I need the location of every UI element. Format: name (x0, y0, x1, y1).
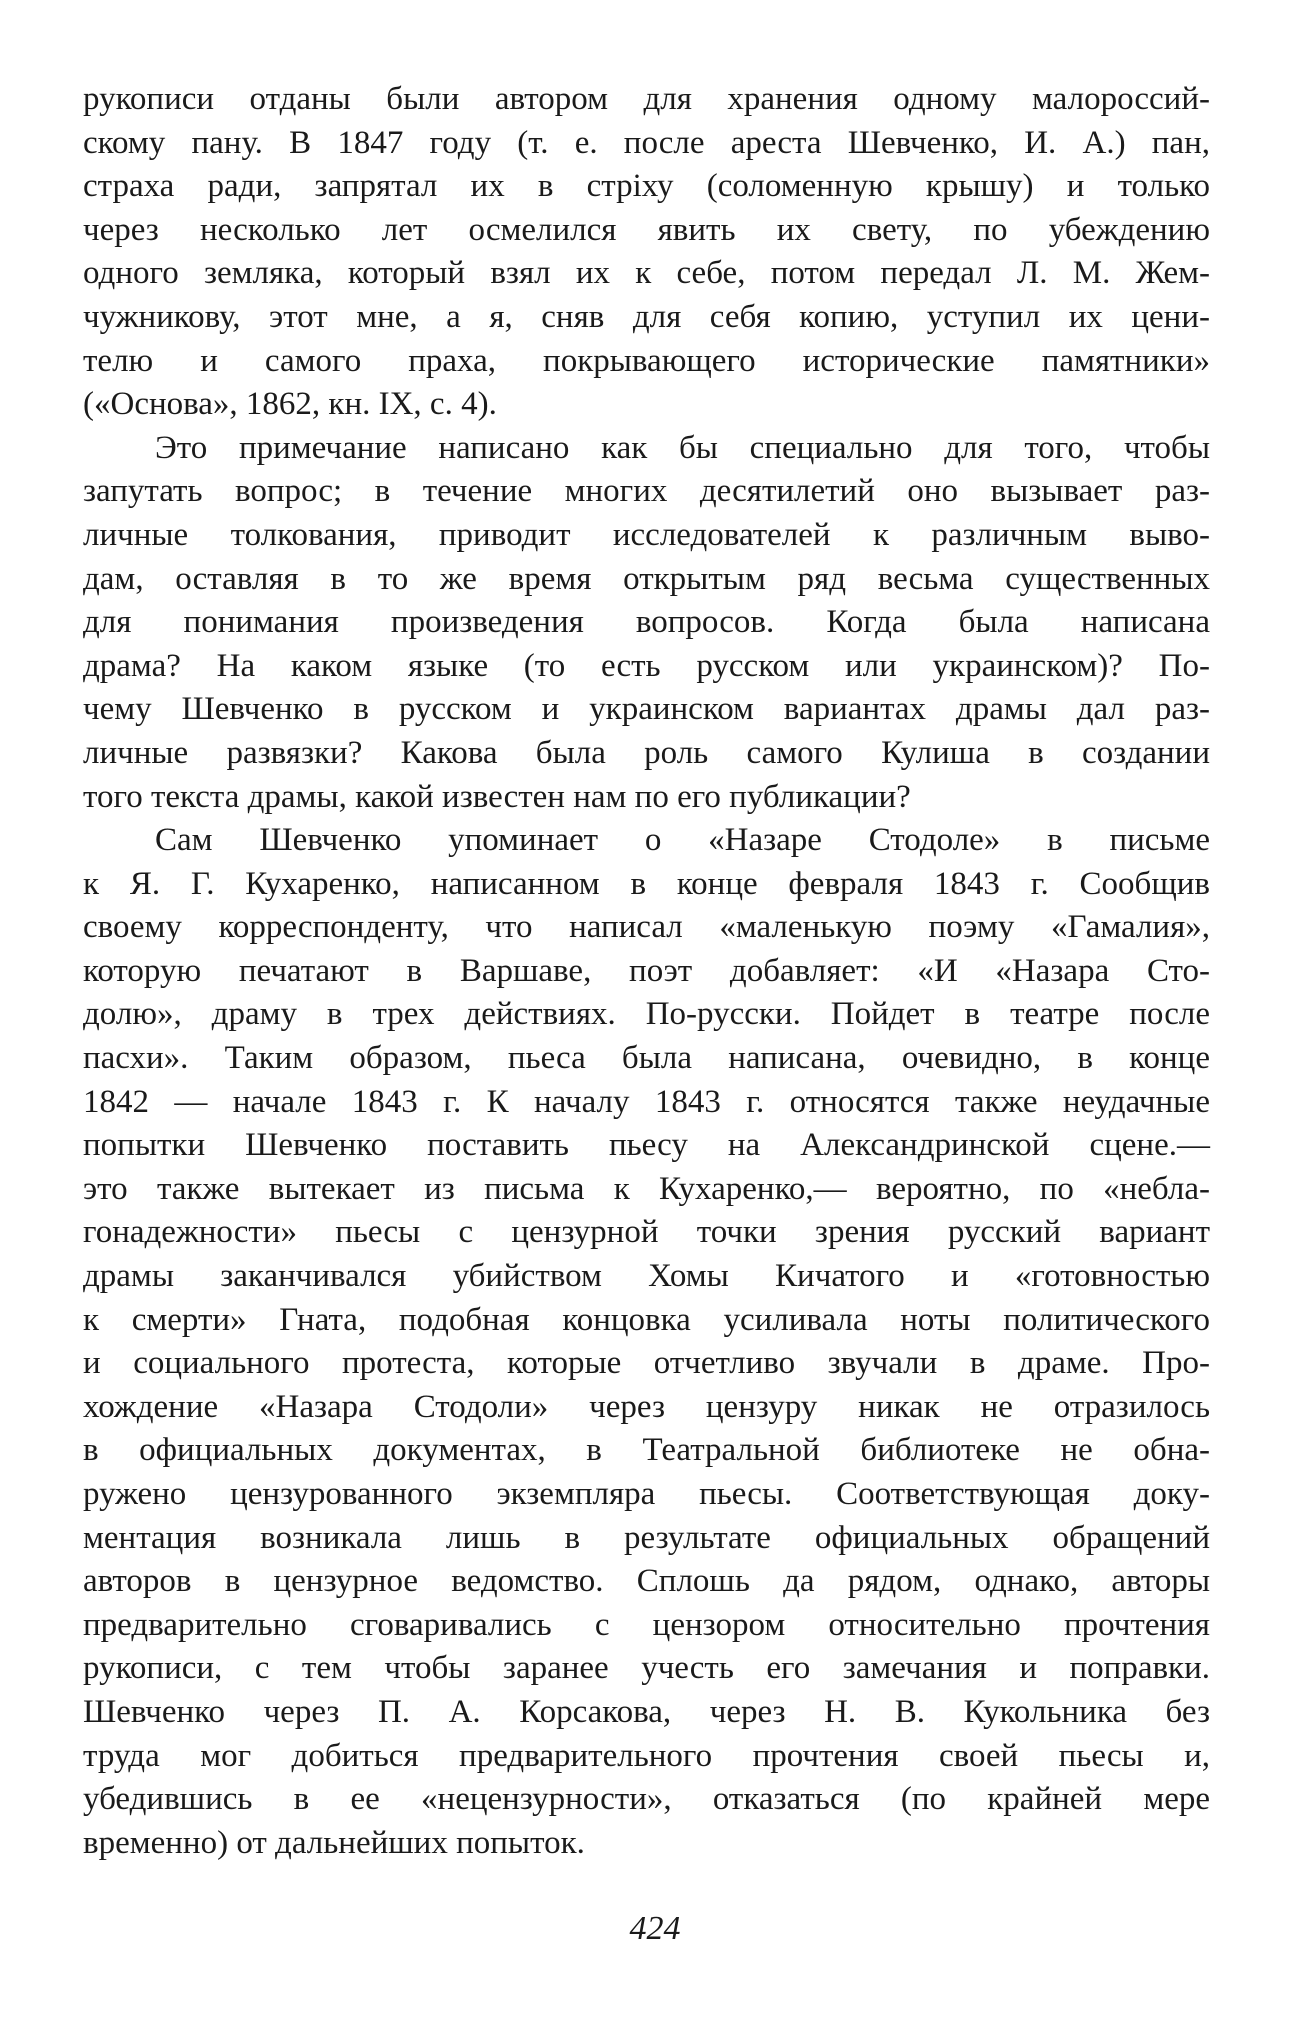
text-line: пасхи». Таким образом, пьеса была написана, очевидно, в конце (83, 1040, 1210, 1077)
text-line: чему Шевченко в русском и украинском вариантах драмы дал раз- (83, 691, 1210, 728)
text-line: труда мог добиться предварительного прочтения своей пьесы и, (83, 1737, 1210, 1774)
paragraph (83, 819, 1210, 1865)
text-line: через несколько лет осмелился явить их свету, по убеждению (83, 211, 1210, 248)
text-line: убедившись в ее «нецензурности», отказаться (по крайней мере (83, 1781, 1210, 1818)
text-line: Это примечание написано как бы специально для того, чтобы (155, 429, 1210, 466)
text-line: своему корреспонденту, что написал «маленькую поэму «Гамалия», (83, 909, 1210, 946)
text-line: временно) от дальнейших попыток. (83, 1824, 585, 1861)
paragraph (83, 427, 1210, 819)
text-line: рукописи отданы были автором для хранения одному малороссий- (83, 81, 1210, 117)
text-line: ружено цензурованного экземпляра пьесы. Соответствующая доку- (83, 1476, 1210, 1512)
text-line: дам, оставляя в то же время открытым ряд весьма существенных (83, 560, 1210, 597)
page-body (83, 78, 1210, 1865)
text-line: того текста драмы, какой известен нам по его публикации? (83, 778, 911, 815)
text-line: личные толкования, приводит исследователей к различным выво- (83, 516, 1210, 553)
text-line: в официальных документах, в Театральной библиотеке не обна- (83, 1432, 1210, 1469)
text-line: скому пану. В 1847 году (т. е. после ареста Шевченко, И. А.) пан, (83, 124, 1210, 161)
text-line: попытки Шевченко поставить пьесу на Александринской сцене.— (83, 1127, 1210, 1164)
text-line: хождение «Назара Стодоли» через цензуру никак не отразилось (83, 1388, 1210, 1425)
text-line: Сам Шевченко упоминает о «Назаре Стодоле» в письме (155, 822, 1210, 859)
text-line: рукописи, с тем чтобы заранее учесть его замечания и поправки. (83, 1650, 1210, 1687)
text-line: предварительно сговаривались с цензором относительно прочтения (83, 1606, 1210, 1643)
text-line: чужникову, этот мне, а я, сняв для себя копию, уступил их цени- (83, 298, 1210, 335)
text-line: авторов в цензурное ведомство. Сплошь да рядом, однако, авторы (83, 1563, 1210, 1600)
text-line: к смерти» Гната, подобная концовка усиливала ноты политического (83, 1301, 1210, 1338)
text-line: личные развязки? Какова была роль самого Кулиша в создании (83, 734, 1210, 771)
page-number: 424 (629, 1910, 681, 1947)
text-line: запутать вопрос; в течение многих десятилетий оно вызывает раз- (83, 473, 1210, 510)
text-line: страха ради, запрятал их в стріху (соломенную крышу) и только (83, 168, 1210, 205)
text-line: телю и самого праха, покрывающего исторические памятники» (83, 342, 1210, 379)
text-line: для понимания произведения вопросов. Когда была написана (83, 604, 1210, 641)
text-line: одного земляка, который взял их к себе, потом передал Л. М. Жем- (83, 255, 1210, 292)
text-line: долю», драму в трех действиях. По-русски. Пойдет в театре после (83, 996, 1210, 1033)
text-line: к Я. Г. Кухаренко, написанном в конце февраля 1843 г. Сообщив (83, 865, 1210, 902)
text-line: гонадежности» пьесы с цензурной точки зрения русский вариант (83, 1214, 1210, 1251)
text-line: 1842 — начале 1843 г. К началу 1843 г. относятся также неудачные (83, 1083, 1210, 1120)
paragraph (83, 78, 1210, 427)
text-line: драма? На каком языке (то есть русском или украинском)? По- (83, 647, 1210, 684)
text-line: ментация возникала лишь в результате официальных обращений (83, 1519, 1210, 1556)
text-line: («Основа», 1862, кн. IX, с. 4). (83, 386, 497, 423)
text-line: это также вытекает из письма к Кухаренко,— вероятно, по «небла- (83, 1170, 1210, 1207)
text-line: Шевченко через П. А. Корсакова, через Н. В. Кукольника без (83, 1693, 1210, 1730)
text-line: которую печатают в Варшаве, поэт добавляет: «И «Назара Сто- (83, 952, 1210, 989)
text-line: драмы заканчивался убийством Хомы Кичатого и «готовностью (83, 1258, 1210, 1295)
text-line: и социального протеста, которые отчетливо звучали в драме. Про- (83, 1345, 1210, 1382)
